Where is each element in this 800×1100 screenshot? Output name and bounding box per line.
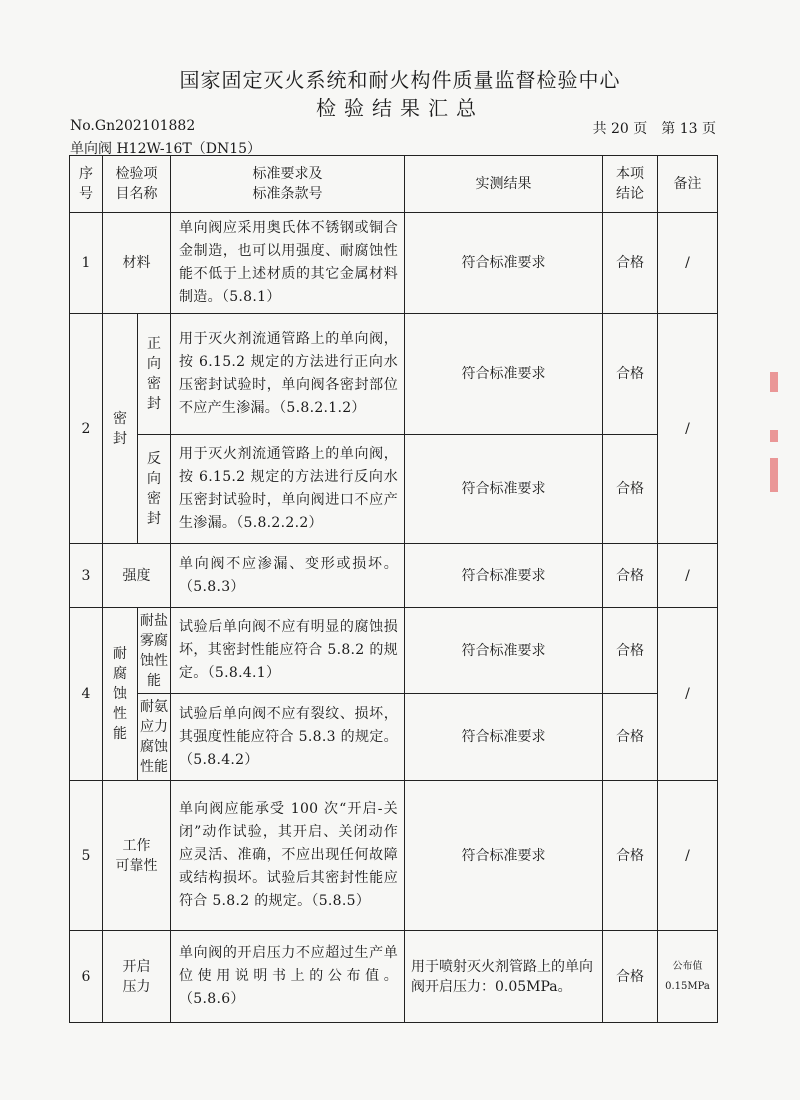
conclusion-text: 合格	[603, 213, 658, 314]
row-number: 1	[70, 213, 103, 314]
sub-item-name: 耐盐 雾腐 蚀性 能	[138, 608, 171, 694]
standard-text: 单向阀的开启压力不应超过生产单位使用说明书上的公布值。（5.8.6）	[171, 931, 405, 1023]
result-text: 符合标准要求	[405, 314, 603, 435]
col-header-standard: 标准要求及 标准条款号	[171, 156, 405, 213]
item-name: 材料	[103, 213, 171, 314]
standard-text: 单向阀应能承受 100 次“开启-关闭”动作试验，其开启、关闭动作应灵活、准确，不应出现任何故障或结构损坏。试验后其密封性能应符合 5.8.2 的规定。（5.8.5）	[171, 781, 405, 931]
remark-text: /	[658, 314, 718, 544]
result-text: 符合标准要求	[405, 435, 603, 544]
conclusion-text: 合格	[603, 931, 658, 1023]
doc-number: No.Gn202101882	[70, 118, 196, 134]
result-text: 符合标准要求	[405, 781, 603, 931]
table-row	[70, 608, 718, 694]
standard-text: 用于灭火剂流通管路上的单向阀，按 6.15.2 规定的方法进行反向水压密封试验时，单向阀进口不应产生渗漏。（5.8.2.2.2）	[171, 435, 405, 544]
item-name: 耐 腐 蚀 性 能	[103, 608, 138, 781]
product-model: 单向阀 H12W-16T（DN15）	[70, 141, 262, 157]
table-row	[70, 694, 718, 781]
row-number: 3	[70, 544, 103, 608]
remark-text: 公布值 0.15MPa	[658, 931, 718, 1023]
conclusion-text: 合格	[603, 544, 658, 608]
standard-text: 用于灭火剂流通管路上的单向阀，按 6.15.2 规定的方法进行正向水压密封试验时，单向阀各密封部位不应产生渗漏。（5.8.2.1.2）	[171, 314, 405, 435]
conclusion-text: 合格	[603, 781, 658, 931]
col-header-result: 实测结果	[405, 156, 603, 213]
remark-text: /	[658, 608, 718, 781]
remark-text: /	[658, 213, 718, 314]
sub-item-name: 反 向 密 封	[138, 435, 171, 544]
result-text: 符合标准要求	[405, 213, 603, 314]
seal-mark	[770, 372, 778, 392]
result-text: 符合标准要求	[405, 544, 603, 608]
standard-text: 单向阀不应渗漏、变形或损坏。（5.8.3）	[171, 544, 405, 608]
row-number: 6	[70, 931, 103, 1023]
standard-text: 单向阀应采用奥氏体不锈钢或铜合金制造，也可以用强度、耐腐蚀性能不低于上述材质的其它金属材料制造。（5.8.1）	[171, 213, 405, 314]
row-number: 4	[70, 608, 103, 781]
item-name: 密 封	[103, 314, 138, 544]
table-row	[70, 544, 718, 608]
table-row	[70, 931, 718, 1023]
result-text: 符合标准要求	[405, 694, 603, 781]
result-text: 符合标准要求	[405, 608, 603, 694]
doc-title: 检验结果汇总	[316, 96, 484, 120]
conclusion-text: 合格	[603, 694, 658, 781]
sub-item-name: 耐氨 应力 腐蚀 性能	[138, 694, 171, 781]
seal-mark	[770, 430, 778, 442]
conclusion-text: 合格	[603, 314, 658, 435]
col-header-seq: 序 号	[70, 156, 103, 213]
table-row	[70, 781, 718, 931]
seal-mark	[770, 458, 778, 492]
row-number: 5	[70, 781, 103, 931]
table-row	[70, 213, 718, 314]
table-row	[70, 314, 718, 435]
standard-text: 试验后单向阀不应有裂纹、损坏，其强度性能应符合 5.8.3 的规定。（5.8.4.2）	[171, 694, 405, 781]
conclusion-text: 合格	[603, 608, 658, 694]
item-name: 工作 可靠性	[103, 781, 171, 931]
table-row	[70, 435, 718, 544]
remark-text: /	[658, 781, 718, 931]
result-text: 用于喷射灭火剂管路上的单向阀开启压力：0.05MPa。	[405, 931, 603, 1023]
sub-item-name: 正 向 密 封	[138, 314, 171, 435]
page-info: 共 20 页 第 13 页	[592, 121, 716, 137]
conclusion-text: 合格	[603, 435, 658, 544]
org-title: 国家固定灭火系统和耐火构件质量监督检验中心	[179, 68, 621, 92]
remark-text: /	[658, 544, 718, 608]
row-number: 2	[70, 314, 103, 544]
col-header-conclusion: 本项 结论	[603, 156, 658, 213]
col-header-remark: 备注	[658, 156, 718, 213]
col-header-item: 检验项 目名称	[103, 156, 171, 213]
item-name: 强度	[103, 544, 171, 608]
standard-text: 试验后单向阀不应有明显的腐蚀损坏，其密封性能应符合 5.8.2 的规定。（5.8.4.1）	[171, 608, 405, 694]
item-name: 开启 压力	[103, 931, 171, 1023]
table-header-row	[70, 156, 718, 213]
results-table	[69, 155, 718, 1023]
